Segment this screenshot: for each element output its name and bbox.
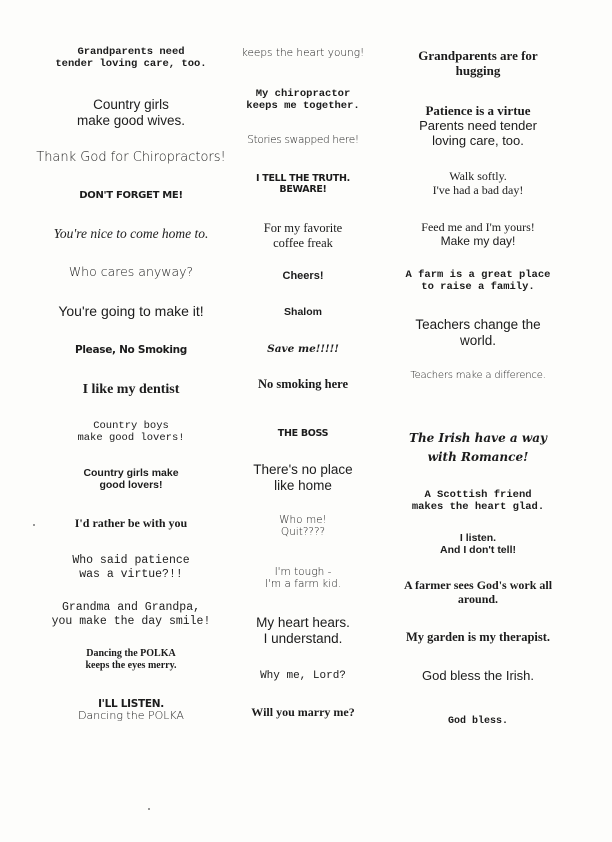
sticker-text: THE BOSS bbox=[277, 428, 329, 439]
sticker-text: I'LL LISTEN. bbox=[98, 698, 164, 710]
right-column bbox=[378, 0, 578, 842]
sticker-text: Teachers change the world. bbox=[415, 317, 541, 348]
sticker-text: I'd rather be with you bbox=[74, 516, 188, 530]
sticker-text: My chiropractor keeps me together. bbox=[246, 88, 360, 113]
sticker-text: Grandma and Grandpa, you make the day smile! bbox=[51, 601, 211, 628]
sticker-text: Make my day! bbox=[440, 234, 516, 248]
sticker-text: You're going to make it! bbox=[58, 303, 204, 319]
sticker-text: God bless the Irish. bbox=[422, 668, 534, 683]
sticker-text: For my favorite coffee freak bbox=[263, 221, 343, 250]
sticker-text: I listen. And I don't tell! bbox=[440, 532, 516, 557]
sticker-text: A Scottish friend makes the heart glad. bbox=[411, 489, 545, 514]
sticker-text: I like my dentist bbox=[82, 382, 180, 397]
sticker-text: There's no place like home bbox=[253, 462, 353, 493]
sticker-text: keeps the heart young! bbox=[241, 47, 365, 59]
sticker-text: My garden is my therapist. bbox=[405, 630, 551, 644]
sticker-text: A farmer sees God's work all around. bbox=[403, 578, 553, 607]
sticker-text: You're nice to come home to. bbox=[53, 226, 209, 241]
sticker-text: Grandparents need tender loving care, too. bbox=[55, 46, 207, 71]
sticker-text: Walk softly. I've had a bad day! bbox=[432, 169, 524, 198]
sticker-text: Stories swapped here! bbox=[247, 134, 359, 146]
sticker-text: Who said patience was a virtue?!! bbox=[72, 554, 190, 581]
sticker-text: My heart hears. I understand. bbox=[256, 615, 350, 646]
sticker-text: Will you marry me? bbox=[251, 705, 355, 719]
scan-speck bbox=[33, 524, 35, 526]
sticker-text: Patience is a virtue bbox=[425, 103, 531, 118]
sticker-text: Dancing the POLKA keeps the eyes merry. bbox=[85, 648, 177, 671]
sticker-text: Why me, Lord? bbox=[260, 670, 346, 682]
sticker-text: Feed me and I'm yours! bbox=[421, 220, 535, 234]
sticker-text: Who me! Quit???? bbox=[279, 514, 327, 539]
sticker-text: Grandparents are for hugging bbox=[418, 48, 538, 79]
sticker-text: No smoking here bbox=[257, 377, 349, 391]
sticker-text: Save me!!!!! bbox=[267, 343, 339, 355]
sticker-text: Country boys make good lovers! bbox=[77, 420, 185, 445]
sticker-text: God bless. bbox=[447, 716, 508, 727]
sticker-text: Cheers! bbox=[282, 270, 324, 282]
left-column bbox=[36, 0, 226, 842]
sticker-text: Teachers make a difference. bbox=[410, 370, 546, 381]
sticker-text: Please, No Smoking bbox=[74, 344, 188, 356]
sticker-text: The Irish have a way with Romance! bbox=[409, 431, 547, 464]
sticker-text: Dancing the POLKA bbox=[78, 709, 184, 722]
sticker-text: I'm tough - I'm a farm kid. bbox=[264, 566, 342, 591]
scan-speck bbox=[148, 808, 150, 810]
sticker-text: Thank God for Chiropractors! bbox=[36, 150, 226, 165]
sticker-text: DON'T FORGET ME! bbox=[79, 190, 183, 201]
sticker-text: Country girls make good wives. bbox=[76, 97, 186, 128]
sticker-text: Shalom bbox=[284, 306, 322, 318]
sticker-text: I TELL THE TRUTH. BEWARE! bbox=[256, 173, 350, 196]
sticker-text: Who cares anyway? bbox=[68, 264, 194, 279]
sticker-text: Country girls make good lovers! bbox=[83, 467, 179, 492]
sticker-text: A farm is a great place to raise a family. bbox=[405, 269, 551, 294]
sticker-text: Parents need tender loving care, too. bbox=[419, 118, 537, 149]
middle-column bbox=[208, 0, 398, 842]
